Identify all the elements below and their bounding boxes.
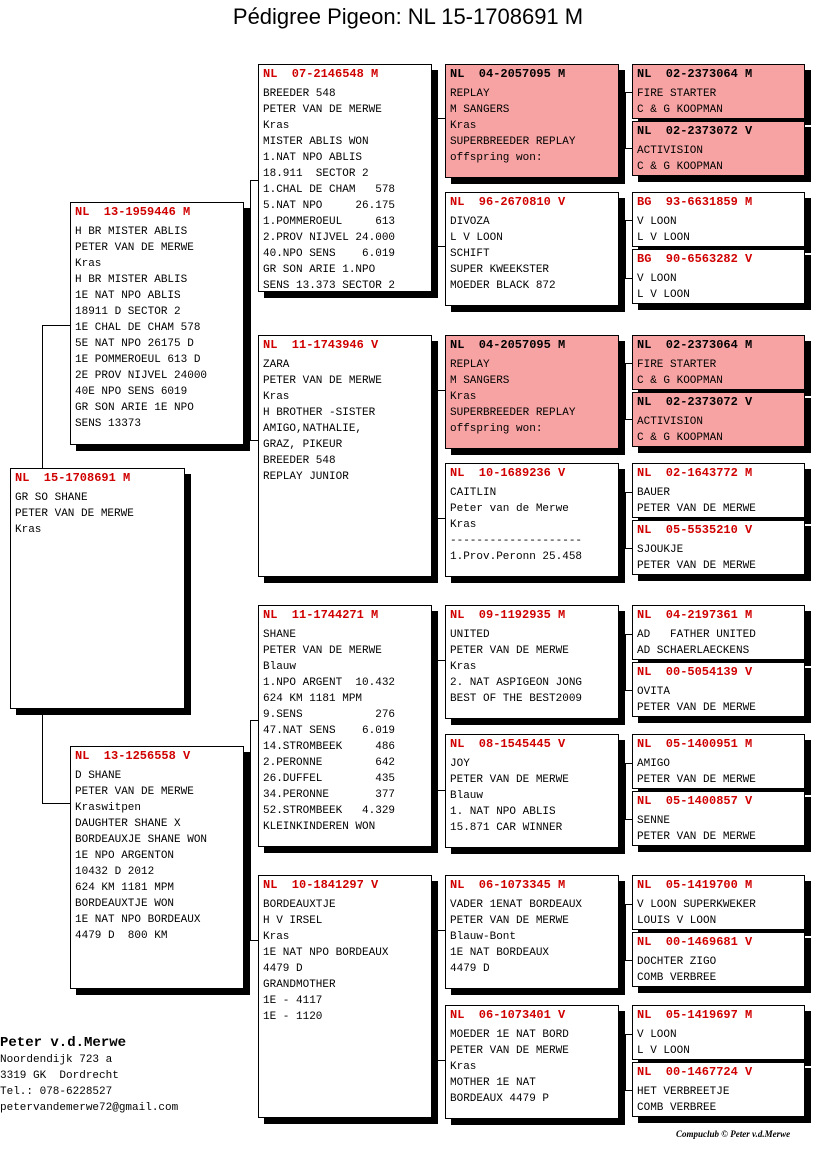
pigeon-info-line: 1.Prov.Peronn 25.458	[450, 551, 583, 563]
ring-number: BG 90-6563282 V	[637, 252, 753, 266]
pigeon-info-line: SENS 13373	[75, 418, 142, 430]
ring-number: NL 08-1545445 V	[450, 737, 566, 751]
pigeon-info-line: AD SCHAERLAECKENS	[637, 645, 750, 657]
pigeon-info	[263, 357, 427, 485]
pigeon-info-line: PETER VAN DE MERWE	[637, 831, 756, 843]
pigeon-info-line: Blauw-Bont	[450, 931, 517, 943]
pigeon-info-line: GR SO SHANE	[15, 492, 88, 504]
pigeon-info-line: SHANE	[263, 629, 297, 641]
ring-number: NL 00-5054139 V	[637, 665, 753, 679]
connector-line	[625, 548, 632, 549]
connector-line	[625, 492, 626, 548]
connector-line	[625, 220, 626, 278]
connector-line	[625, 1034, 626, 1090]
pigeon-info-line: 10432 D 2012	[75, 866, 155, 878]
pigeon-info-line: PETER VAN DE MERWE	[263, 375, 382, 387]
pigeon-info-line: SUPERBREEDER REPLAY	[450, 136, 576, 148]
pigeon-info	[450, 485, 614, 565]
pigeon-info	[637, 542, 800, 574]
ring-number: NL 02-2373072 V	[637, 395, 753, 409]
pigeon-info-line: BEST OF THE BEST2009	[450, 693, 583, 705]
pigeon-info-line: VADER 1ENAT BORDEAUX	[450, 899, 583, 911]
ring-number: BG 93-6631859 M	[637, 195, 753, 209]
connector-line	[437, 930, 445, 931]
pigeon-card-dd	[258, 875, 432, 1118]
pigeon-info-line: 1E NAT BORDEAUX	[450, 947, 550, 959]
pigeon-info-line: Blauw	[450, 790, 484, 802]
pigeon-info-line: 18911 D SECTOR 2	[75, 306, 181, 318]
pigeon-info-line: 15.871 CAR WINNER	[450, 822, 563, 834]
pigeon-info-line: 1.NAT NPO ABLIS	[263, 152, 363, 164]
ring-number: NL 04-2057095 M	[450, 67, 566, 81]
pigeon-info-line: SUPER KWEEKSTER	[450, 264, 550, 276]
connector-line	[625, 904, 626, 960]
pigeon-info-line: M SANGERS	[450, 375, 510, 387]
pigeon-info-line: V LOON SUPERKWEKER	[637, 899, 756, 911]
pigeon-card-g10	[632, 662, 805, 717]
pigeon-info-line: 34.PERONNE 377	[263, 789, 396, 801]
ring-number: NL 13-1256558 V	[75, 749, 191, 763]
pigeon-info-line: BORDEAUXJE SHANE WON	[75, 834, 208, 846]
pigeon-info-line: Blauw	[263, 661, 297, 673]
ring-number: NL 09-1192935 M	[450, 608, 566, 622]
pigeon-info-line: V LOON	[637, 1029, 677, 1041]
pigeon-info	[637, 485, 800, 517]
pigeon-info-line: UNITED	[450, 629, 490, 641]
pigeon-card-g7	[632, 463, 805, 518]
connector-line	[625, 419, 632, 420]
pigeon-info-line: COMB VERBREE	[637, 972, 717, 984]
ring-number: NL 11-1743946 V	[263, 338, 379, 352]
pigeon-info	[637, 897, 800, 929]
connector-line	[42, 713, 43, 803]
pigeon-info	[637, 627, 800, 659]
pigeon-info	[637, 684, 800, 716]
pigeon-info-line: PETER VAN DE MERWE	[450, 774, 569, 786]
pigeon-info	[637, 214, 800, 246]
pigeon-card-g6	[632, 392, 805, 447]
pigeon-card-dss	[445, 605, 619, 719]
pigeon-info-line: OVITA	[637, 686, 671, 698]
pigeon-card-g5	[632, 335, 805, 390]
pigeon-card-ds	[258, 605, 432, 847]
connector-line	[437, 118, 445, 119]
connector-line	[625, 363, 626, 419]
pigeon-info	[450, 86, 614, 166]
pigeon-info-line: BORDEAUXTJE	[263, 899, 336, 911]
ring-number: NL 00-1467724 V	[637, 1065, 753, 1079]
pigeon-info-line: PETER VAN DE MERWE	[637, 774, 756, 786]
pigeon-card-g14	[632, 932, 805, 987]
pigeon-card-g9	[632, 605, 805, 660]
pigeon-card-sdd	[445, 463, 619, 577]
connector-line	[437, 390, 438, 518]
pigeon-info-line: FIRE STARTER	[637, 88, 717, 100]
pigeon-info-line: 4479 D 800 KM	[75, 930, 168, 942]
connector-line	[625, 904, 632, 905]
pigeon-info-line: AMIGO	[637, 758, 671, 770]
pigeon-info-line: C & G KOOPMAN	[637, 432, 723, 444]
pigeon-info	[263, 627, 427, 835]
connector-line	[250, 180, 258, 181]
pigeon-info-line: 5E NAT NPO 26175 D	[75, 338, 194, 350]
pigeon-info-line: PETER VAN DE MERWE	[450, 1045, 569, 1057]
pigeon-info	[450, 756, 614, 836]
connector-line	[625, 148, 632, 149]
pigeon-info-line: MOEDER 1E NAT BORD	[450, 1029, 569, 1041]
pigeon-card-g3	[632, 192, 805, 247]
pigeon-info-line: 1E CHAL DE CHAM 578	[75, 322, 201, 334]
connector-line	[625, 690, 632, 691]
footer-credit: Compuclub © Peter v.d.Merwe	[676, 1129, 791, 1139]
connector-line	[625, 363, 632, 364]
pigeon-info-line: --------------------	[450, 535, 583, 547]
pigeon-info-line: 1. NAT NPO ABLIS	[450, 806, 556, 818]
connector-line	[437, 390, 445, 391]
pigeon-info-line: M SANGERS	[450, 104, 510, 116]
pigeon-info-line: L V LOON	[637, 1045, 690, 1057]
pigeon-info	[15, 490, 180, 538]
connector-line	[625, 960, 632, 961]
connector-line	[42, 803, 70, 804]
pigeon-info-line: 1.CHAL DE CHAM 578	[263, 184, 396, 196]
pigeon-card-sds	[445, 335, 619, 449]
pigeon-info-line: 1E POMMEROEUL 613 D	[75, 354, 201, 366]
pigeon-card-subject	[10, 468, 185, 709]
pigeon-info	[637, 756, 800, 788]
pigeon-info-line: Kras	[450, 1061, 477, 1073]
pigeon-info	[263, 86, 427, 292]
pigeon-info	[75, 768, 239, 944]
pigeon-info-line: Kras	[450, 661, 477, 673]
ring-number: NL 15-1708691 M	[15, 471, 131, 485]
ring-number: NL 02-2373072 V	[637, 124, 753, 138]
pigeon-info-line: 1.POMMEROEUL 613	[263, 216, 396, 228]
pigeon-info-line: Kraswitpen	[75, 802, 142, 814]
pigeon-info-line: H V IRSEL	[263, 915, 323, 927]
pigeon-card-sss	[445, 64, 619, 178]
ring-number: NL 10-1841297 V	[263, 878, 379, 892]
pigeon-info-line: ACTIVISION	[637, 416, 704, 428]
pigeon-info-line: 2E PROV NIJVEL 24000	[75, 370, 208, 382]
pigeon-info-line: V LOON	[637, 273, 677, 285]
connector-line	[250, 180, 251, 320]
ring-number: NL 13-1959446 M	[75, 205, 191, 219]
ring-number: NL 05-5535210 V	[637, 523, 753, 537]
owner-email[interactable]: petervandemerwe72@gmail.com	[0, 1102, 179, 1114]
owner-address-line2: 3319 GK Dordrecht	[0, 1070, 119, 1082]
pigeon-info-line: PETER VAN DE MERWE	[15, 508, 134, 520]
pigeon-info	[450, 214, 614, 294]
pigeon-info-line: PETER VAN DE MERWE	[450, 915, 569, 927]
pigeon-info	[637, 357, 800, 389]
connector-line	[625, 819, 632, 820]
ring-number: NL 04-2197361 M	[637, 608, 753, 622]
pigeon-info-line: Kras	[263, 931, 290, 943]
pigeon-info-line: 1E - 1120	[263, 1011, 323, 1023]
pigeon-info-line: REPLAY JUNIOR	[263, 471, 349, 483]
pigeon-info	[637, 414, 800, 446]
pigeon-info-line: D SHANE	[75, 770, 122, 782]
pigeon-info-line: H BR MISTER ABLIS	[75, 274, 188, 286]
connector-line	[250, 940, 258, 941]
pigeon-info-line: SJOUKJE	[637, 544, 684, 556]
ring-number: NL 07-2146548 M	[263, 67, 379, 81]
pigeon-card-g15	[632, 1005, 805, 1060]
pigeon-info-line: Kras	[263, 391, 290, 403]
connector-line	[437, 1060, 445, 1061]
pigeon-info-line: PETER VAN DE MERWE	[637, 702, 756, 714]
pigeon-info-line: 2.PERONNE 642	[263, 757, 396, 769]
pigeon-info-line: L V LOON	[637, 232, 690, 244]
pigeon-info-line: Peter van de Merwe	[450, 503, 569, 515]
owner-name: Peter v.d.Merwe	[0, 1035, 127, 1051]
connector-line	[625, 763, 626, 819]
pigeon-card-sd	[258, 335, 432, 577]
pigeon-info-line: MOTHER 1E NAT	[450, 1077, 536, 1089]
connector-line	[437, 790, 445, 791]
pigeon-info	[450, 627, 614, 707]
pigeon-info-line: SENNE	[637, 815, 671, 827]
pigeon-info-line: BORDEAUXTJE WON	[75, 898, 175, 910]
pigeon-info-line: BREEDER 548	[263, 88, 336, 100]
pigeon-info-line: Kras	[450, 391, 477, 403]
pigeon-info-line: 624 KM 1181 MPM	[263, 693, 363, 705]
pigeon-info-line: REPLAY	[450, 359, 490, 371]
ring-number: NL 06-1073401 V	[450, 1008, 566, 1022]
pigeon-info-line: FIRE STARTER	[637, 359, 717, 371]
pigeon-info-line: 4479 D	[450, 963, 490, 975]
pigeon-info-line: MISTER ABLIS WON	[263, 136, 369, 148]
pigeon-info-line: PETER VAN DE MERWE	[450, 645, 569, 657]
ring-number: NL 04-2057095 M	[450, 338, 566, 352]
pigeon-info-line: L V LOON	[450, 232, 503, 244]
ring-number: NL 02-2373064 M	[637, 67, 753, 81]
pigeon-info-line: 1E NPO ARGENTON	[75, 850, 175, 862]
pigeon-info-line: 47.NAT SENS 6.019	[263, 725, 396, 737]
pigeon-info-line: AMIGO,NATHALIE,	[263, 423, 363, 435]
pigeon-card-ss	[258, 64, 432, 292]
pigeon-info-line: PETER VAN DE MERWE	[75, 786, 194, 798]
pigeon-info-line: KLEINKINDEREN WON	[263, 821, 376, 833]
ring-number: NL 96-2670810 V	[450, 195, 566, 209]
connector-line	[250, 440, 258, 441]
ring-number: NL 02-2373064 M	[637, 338, 753, 352]
pigeon-info-line: offspring won:	[450, 152, 543, 164]
pigeon-info-line: 26.DUFFEL 435	[263, 773, 396, 785]
ring-number: NL 10-1689236 V	[450, 466, 566, 480]
ring-number: NL 05-1419700 M	[637, 878, 753, 892]
pigeon-info-line: PETER VAN DE MERWE	[637, 560, 756, 572]
pigeon-card-g8	[632, 520, 805, 575]
pigeon-info	[450, 1027, 614, 1107]
pigeon-info-line: 2. NAT ASPIGEON JONG	[450, 677, 583, 689]
pigeon-info-line: H BR MISTER ABLIS	[75, 226, 188, 238]
pigeon-info	[637, 813, 800, 845]
pigeon-info-line: DAUGHTER SHANE X	[75, 818, 181, 830]
connector-line	[625, 92, 632, 93]
pigeon-card-g13	[632, 875, 805, 930]
connector-line	[42, 325, 43, 468]
pigeon-info-line: Kras	[75, 258, 102, 270]
connector-line	[437, 518, 445, 519]
pigeon-info-line: SCHIFT	[450, 248, 490, 260]
pigeon-card-g4	[632, 249, 805, 304]
owner-phone: Tel.: 078-6228527	[0, 1086, 113, 1098]
pigeon-info-line: COMB VERBREE	[637, 1102, 717, 1114]
pigeon-info	[450, 897, 614, 977]
pigeon-info-line: CAITLIN	[450, 487, 497, 499]
ring-number: NL 00-1469681 V	[637, 935, 753, 949]
pigeon-info	[637, 143, 800, 175]
pigeon-card-g2	[632, 121, 805, 176]
ring-number: NL 11-1744271 M	[263, 608, 379, 622]
connector-line	[437, 118, 438, 246]
page-title: Pédigree Pigeon: NL 15-1708691 M	[232, 4, 584, 29]
pigeon-info-line: L V LOON	[637, 289, 690, 301]
pigeon-info-line: GR SON ARIE 1.NPO	[263, 264, 376, 276]
pigeon-info-line: PETER VAN DE MERWE	[75, 242, 194, 254]
pigeon-card-dsd	[445, 734, 619, 848]
connector-line	[625, 634, 632, 635]
ring-number: NL 05-1400951 M	[637, 737, 753, 751]
connector-line	[625, 492, 632, 493]
pigeon-info-line: 40.NPO SENS 6.019	[263, 248, 396, 260]
pigeon-info-line: Kras	[450, 120, 477, 132]
pigeon-card-g1	[632, 64, 805, 119]
pigeon-info-line: GR SON ARIE 1E NPO	[75, 402, 194, 414]
pigeon-info-line: Kras	[15, 524, 42, 536]
pigeon-info	[637, 1027, 800, 1059]
pigeon-info-line: GRANDMOTHER	[263, 979, 336, 991]
connector-line	[625, 1090, 632, 1091]
ring-number: NL 02-1643772 M	[637, 466, 753, 480]
connector-line	[250, 320, 251, 440]
pigeon-card-ssd	[445, 192, 619, 306]
connector-line	[625, 763, 632, 764]
pigeon-card-dam	[70, 746, 244, 989]
pigeon-info-line: ZARA	[263, 359, 290, 371]
pigeon-card-g12	[632, 791, 805, 846]
pigeon-info	[450, 357, 614, 437]
pigeon-info-line: 4479 D	[263, 963, 303, 975]
ring-number: NL 05-1400857 V	[637, 794, 753, 808]
pigeon-info-line: 9.SENS 276	[263, 709, 396, 721]
pigeon-info-line: 52.STROMBEEK 4.329	[263, 805, 396, 817]
pigeon-info-line: 14.STROMBEEK 486	[263, 741, 396, 753]
pigeon-info	[637, 86, 800, 118]
pigeon-info-line: BREEDER 548	[263, 455, 336, 467]
pigeon-info	[637, 954, 800, 986]
owner-info	[0, 1034, 178, 1116]
connector-line	[437, 660, 438, 790]
pigeon-info-line: BORDEAUX 4479 P	[450, 1093, 550, 1105]
connector-line	[437, 246, 445, 247]
pigeon-info-line: GRAZ, PIKEUR	[263, 439, 343, 451]
pigeon-info-line: 1E NAT NPO BORDEAUX	[75, 914, 201, 926]
connector-line	[625, 278, 632, 279]
pigeon-info-line: REPLAY	[450, 88, 490, 100]
pigeon-card-sire	[70, 202, 244, 445]
connector-line	[437, 660, 445, 661]
pigeon-info	[263, 897, 427, 1025]
pigeon-info-line: 5.NAT NPO 26.175	[263, 200, 396, 212]
connector-line	[250, 720, 258, 721]
owner-address-line1: Noordendijk 723 a	[0, 1054, 113, 1066]
pigeon-info-line: 1E - 4117	[263, 995, 323, 1007]
pigeon-info-line: DOCHTER ZIGO	[637, 956, 717, 968]
pigeon-card-ddd	[445, 1005, 619, 1119]
pigeon-card-dds	[445, 875, 619, 989]
pigeon-info-line: AD FATHER UNITED	[637, 629, 756, 641]
pigeon-info-line: V LOON	[637, 216, 677, 228]
pigeon-info	[637, 271, 800, 303]
connector-line	[625, 220, 632, 221]
pigeon-info-line: offspring won:	[450, 423, 543, 435]
pigeon-info-line: Kras	[450, 519, 477, 531]
pigeon-info-line: ACTIVISION	[637, 145, 704, 157]
pigeon-info-line: C & G KOOPMAN	[637, 104, 723, 116]
connector-line	[625, 634, 626, 690]
pigeon-info-line: DIVOZA	[450, 216, 490, 228]
pigeon-info-line: BAUER	[637, 487, 671, 499]
pigeon-info-line: SUPERBREEDER REPLAY	[450, 407, 576, 419]
connector-line	[437, 930, 438, 1060]
pigeon-info-line: 1E NAT NPO ABLIS	[75, 290, 181, 302]
pigeon-info-line: MOEDER BLACK 872	[450, 280, 556, 292]
pigeon-info-line: PETER VAN DE MERWE	[263, 104, 382, 116]
pigeon-info-line: HET VERBREETJE	[637, 1086, 730, 1098]
pigeon-card-g16	[632, 1062, 805, 1117]
pigeon-info	[75, 224, 239, 432]
pigeon-info-line: PETER VAN DE MERWE	[637, 503, 756, 515]
pigeon-info	[637, 1084, 800, 1116]
pigeon-info-line: Kras	[263, 120, 290, 132]
pigeon-info-line: LOUIS V LOON	[637, 915, 717, 927]
connector-line	[42, 325, 70, 326]
connector-line	[250, 720, 251, 940]
pigeon-info-line: 40E NPO SENS 6019	[75, 386, 188, 398]
pigeon-info-line: PETER VAN DE MERWE	[263, 645, 382, 657]
pigeon-info-line: JOY	[450, 758, 470, 770]
pigeon-card-g11	[632, 734, 805, 789]
pigeon-info-line: 18.911 SECTOR 2	[263, 168, 369, 180]
pigeon-info-line: 624 KM 1181 MPM	[75, 882, 175, 894]
ring-number: NL 05-1419697 M	[637, 1008, 753, 1022]
pigeon-info-line: C & G KOOPMAN	[637, 375, 723, 387]
pigeon-info-line: H BROTHER -SISTER	[263, 407, 376, 419]
connector-line	[625, 92, 626, 148]
ring-number: NL 06-1073345 M	[450, 878, 566, 892]
pigeon-info-line: C & G KOOPMAN	[637, 161, 723, 173]
pigeon-info-line: 1E NAT NPO BORDEAUX	[263, 947, 389, 959]
pigeon-info-line: 2.PROV NIJVEL 24.000	[263, 232, 396, 244]
pigeon-info-line: 1.NPO ARGENT 10.432	[263, 677, 396, 689]
pigeon-info-line: SENS 13.373 SECTOR 2	[263, 280, 396, 292]
connector-line	[625, 1034, 632, 1035]
